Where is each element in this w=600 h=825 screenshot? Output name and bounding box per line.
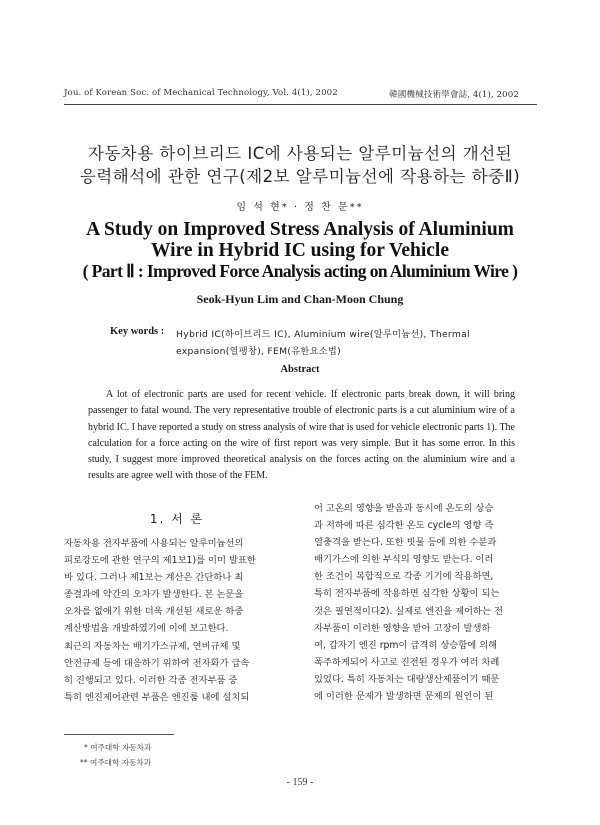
body-line: 여, 갑자기 엔진 rpm이 급격히 상승함에 의해 [314,639,498,651]
english-title-part: ( Part Ⅱ : Improved Force Analysis acting on Aluminium Wire ) [82,261,518,281]
body-line: 오차를 없애기 위한 더욱 개선된 새로운 하중 [64,606,244,618]
abstract-heading: Abstract [280,364,320,375]
body-line: 바 있다. 그러나 제1보는 계산은 간단하나 최 [64,572,244,584]
body-line: 특히 전자부품에 작용하면 심각한 상황이 되는 [314,588,500,600]
body-line: 어 고온의 영향을 받음과 동시에 온도의 상승 [314,503,494,514]
page-number: - 159 - [286,777,314,788]
journal-header-en: Jou. of Korean Soc. of Mechanical Technology, Vol. 4(1), 2002 [64,88,338,98]
body-line: 있었다. 특히 자동차는 대량생산제품이기 때문 [314,673,500,685]
footnote-1: * 여주대학 자동차과 [84,743,152,752]
body-line: 자동차용 전자부품에 사용되는 알루미늄선의 [64,538,244,549]
keywords-line-2: expansion(열팽창), FEM(유한요소법) [176,346,341,357]
body-line: 에 이러한 문제가 발생하면 문제의 원인이 된 [314,691,494,703]
korean-title-line-1: 자동차용 하이브리드 IC에 사용되는 알루미늄선의 개선된 [87,144,513,163]
body-line: 종결과에 약간의 오차가 발생한다. 본 논문을 [64,589,244,601]
body-line: 최근의 자동차는 배기가스규제, 연비규제 및 [64,640,241,652]
body-line: 폭주하게되어 사고로 진전된 경우가 여러 차례 [314,656,500,668]
body-line: 열충격을 받는다. 또한 빗물 등에 의한 수분과 [314,537,497,549]
keywords-label: Key words : [110,326,165,337]
body-column-right [314,500,540,705]
korean-authors: 임 석 현* · 정 찬 문** [236,202,364,213]
section-introduction-title: 1. 서 론 [149,512,205,526]
journal-header-kr: 韓國機械技術學會誌, 4(1), 2002 [389,90,519,100]
body-line: 배기가스에 의한 부식의 영향도 받는다. 이러 [314,554,494,566]
body-line: 피로강도에 관한 연구의 제1보1)를 이미 발표한 [64,555,256,567]
footnote-2: ** 여주대학 자동차과 [80,758,152,767]
header-rule [64,104,537,105]
english-title-line-2: Wire in Hybrid IC using for Vehicle [151,240,449,261]
body-line: 자부품이 이러한 영향을 받아 고장이 발생하 [314,622,491,634]
abstract-text: A lot of electronic parts are used for recent vehicle. If electronic parts break down, it will bring passenger to fatal wound. The very representative trouble of electronic parts is a cut aluminium wire of a hybrid IC. I have reported a study on stress analysis of wire that is used for vehicle electronic parts 1). The calculation for a force acting on the wire of first report was very simple. But it has some error. In this study, I suggest more improved theoretical analysis on the forces acting on the aluminium wire and a results are agree well with those of the FEM. [88,389,515,482]
body-line: 과 저하에 따른 심각한 온도 cycle의 영향 즉 [314,520,494,532]
english-authors: Seok-Hyun Lim and Chan-Moon Chung [196,292,404,306]
body-line: 한 조건이 복합적으로 각종 기기에 작용하면, [314,571,494,583]
body-line: 히 진행되고 있다. 이러한 각종 전자부품 중 [64,674,238,686]
body-line: 안전규제 등에 대응하기 위하여 전자화가 급속 [64,657,250,669]
english-title-line-1: A Study on Improved Stress Analysis of Aluminium [86,219,514,240]
body-line: 특히 엔진제어관련 부품은 엔진룸 내에 설치되 [64,691,250,703]
body-line: 계산방법을 개발하였기에 이에 보고한다. [64,623,229,635]
keywords-line-1: Hybrid IC(하이브리드 IC), Aluminium wire(알루미늄선), Thermal [176,329,470,340]
footnote-rule [64,734,174,735]
body-column-left [64,535,294,706]
body-line: 것은 필연적이다2). 실제로 엔진을 제어하는 전 [314,605,503,617]
korean-title-line-2: 응력해석에 관한 연구(제2보 알루미늄선에 작용하는 하중Ⅱ) [79,167,521,186]
